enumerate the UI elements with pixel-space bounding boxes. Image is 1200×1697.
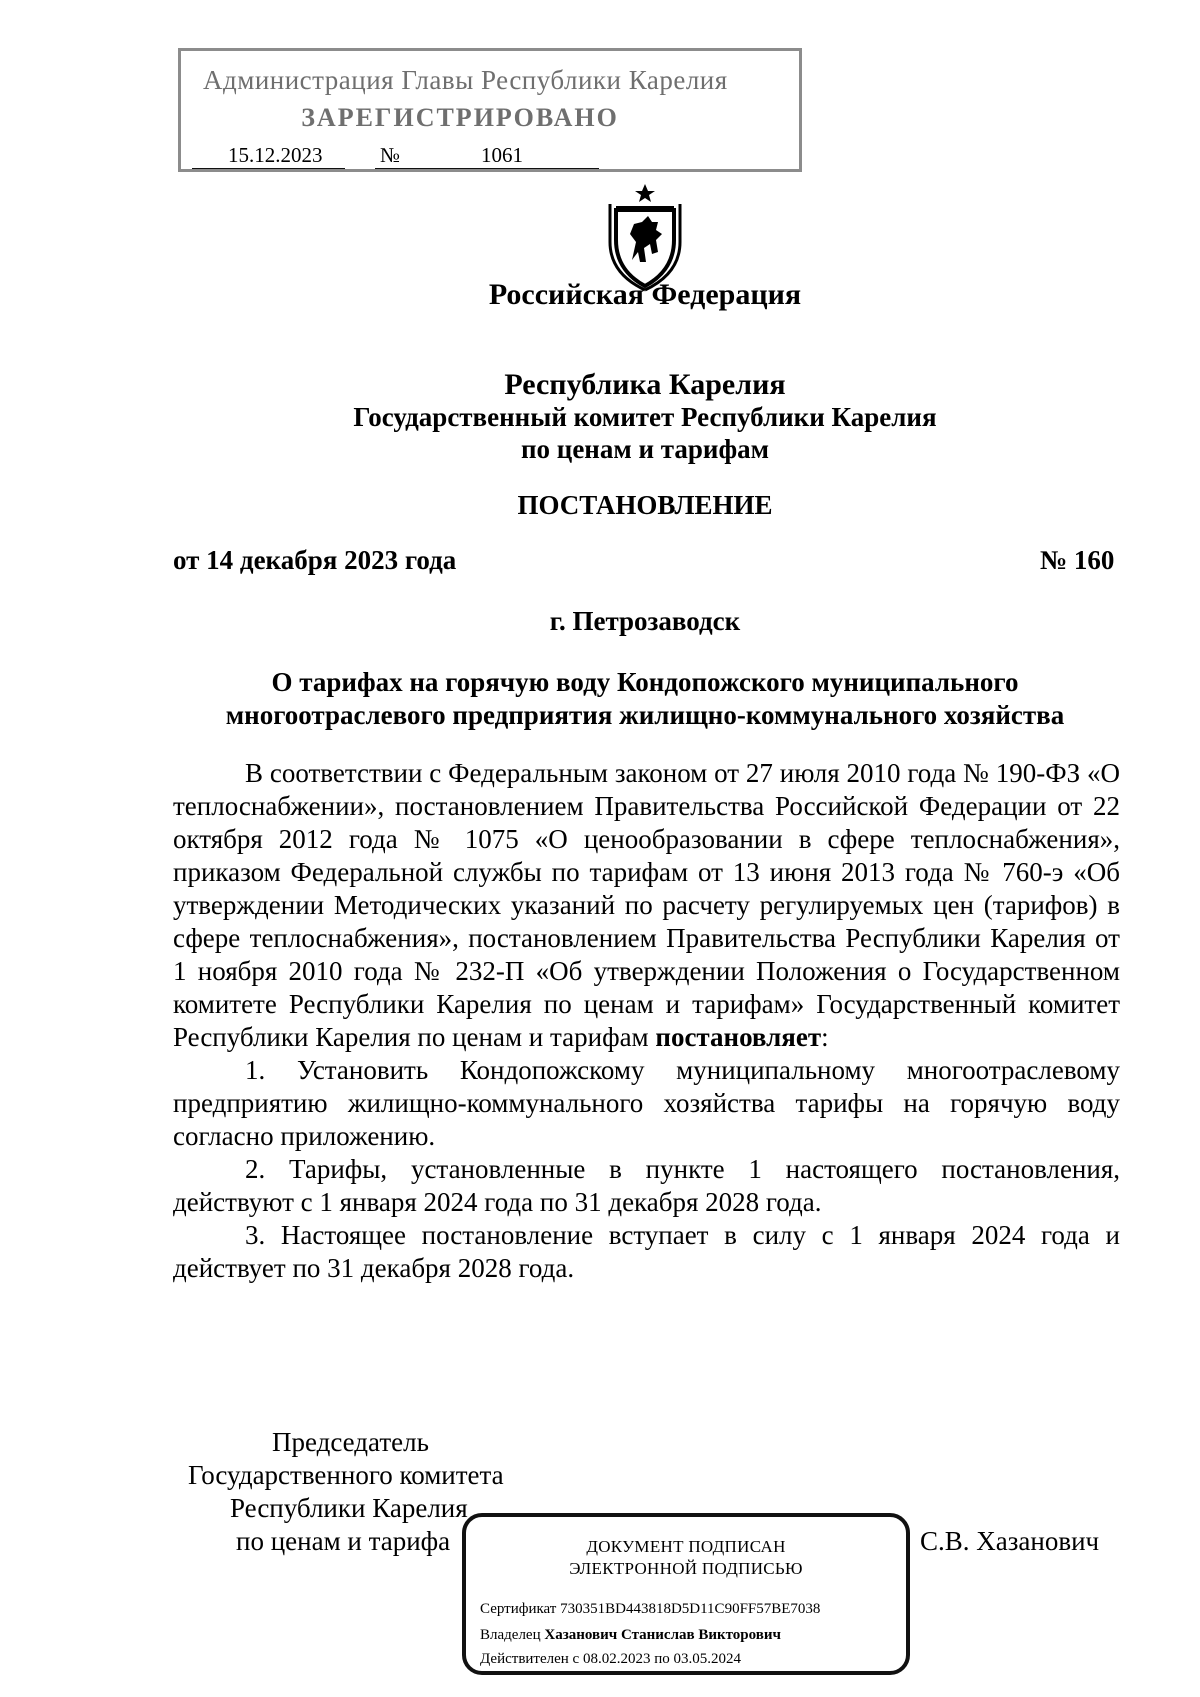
- decides-word: постановляет: [655, 1022, 822, 1052]
- registration-number: 1061: [481, 143, 523, 167]
- stamp-registered-label: ЗАРЕГИСТРИРОВАНО: [301, 103, 619, 132]
- document-date: от 14 декабря 2023 года: [173, 545, 457, 575]
- esign-owner: Хазанович Станислав Викторович: [544, 1627, 781, 1643]
- preamble-paragraph: [173, 757, 1120, 1054]
- signer-position-line4: по ценам и тарифа: [236, 1526, 451, 1556]
- esign-title-line1: ДОКУМЕНТ ПОДПИСАН: [586, 1537, 786, 1556]
- signer-position-line2: Государственного комитета: [188, 1460, 504, 1490]
- document-number: № 160: [1040, 545, 1115, 575]
- karelia-coat-of-arms-icon: [600, 182, 690, 292]
- esign-validity: Действителен с 08.02.2023 по 03.05.2024: [480, 1651, 741, 1667]
- electronic-signature-stamp: [462, 1513, 910, 1675]
- registration-date-underline: [192, 168, 345, 169]
- committee-title-line2: по ценам и тарифам: [520, 434, 770, 464]
- item-3: 3. Настоящее постановление вступает в силу с 1 января 2024 года и действует по 31 декабря 2028 года.: [173, 1220, 1120, 1283]
- document-title-line1: О тарифах на горячую воду Кондопожского муниципального: [271, 667, 1019, 697]
- signer-position-line1: Председатель: [272, 1427, 429, 1457]
- preamble-colon: :: [821, 1022, 829, 1052]
- registration-number-underline: [375, 168, 599, 169]
- republic-title: Республика Карелия: [504, 368, 786, 401]
- document-type: ПОСТАНОВЛЕНИЕ: [517, 490, 773, 520]
- esign-owner-row: [480, 1627, 781, 1644]
- registration-date: 15.12.2023: [228, 143, 323, 167]
- esign-title-line2: ЭЛЕКТРОННОЙ ПОДПИСЬЮ: [569, 1559, 803, 1578]
- signer-position-line3: Республики Карелия: [230, 1493, 468, 1523]
- stamp-administration-label: Администрация Главы Республики Карелия: [203, 65, 728, 95]
- country-title: Российская Федерация: [488, 278, 802, 311]
- preamble-text: В соответствии с Федеральным законом от 27 июля 2010 года № 190-ФЗ «О теплоснабжении», постановлением Правительства Российской Федерации от 22 октября 2012 года № 1075 «О ценообразовании в сфере теплоснабжения», приказом Федеральной службы по тарифам от 13 июня 2013 года № 760-э «Об утверждении Методических указаний по расчету регулируемых цен (тарифов) в сфере теплоснабжения», постановлением Правительства Республики Карелия от 1 ноября 2010 года № 232-П «Об утверждении Положения о Государственном комитете Республики Карелия по ценам и тарифам» Государственный комитет Республики Карелия по ценам и тарифам: [173, 758, 1120, 1052]
- esign-certificate: Сертификат 730351BD443818D5D11C90FF57BE7038: [480, 1601, 821, 1617]
- committee-title-line1: Государственный комитет Республики Карелия: [353, 402, 937, 432]
- item-2: 2. Тарифы, установленные в пункте 1 настоящего постановления, действуют с 1 января 2024 года по 31 декабря 2028 года.: [173, 1154, 1120, 1217]
- document-body: [173, 757, 1120, 1285]
- document-title-line2: многоотраслевого предприятия жилищно-коммунального хозяйства: [225, 700, 1065, 730]
- signer-name: С.В. Хазанович: [920, 1526, 1100, 1556]
- item-1: 1. Установить Кондопожскому муниципальному многоотраслевому предприятию жилищно-коммунального хозяйства тарифы на горячую воду согласно приложению.: [173, 1055, 1120, 1151]
- city: г. Петрозаводск: [549, 606, 741, 636]
- registration-number-sign: №: [380, 143, 401, 167]
- esign-owner-label: Владелец: [480, 1627, 541, 1643]
